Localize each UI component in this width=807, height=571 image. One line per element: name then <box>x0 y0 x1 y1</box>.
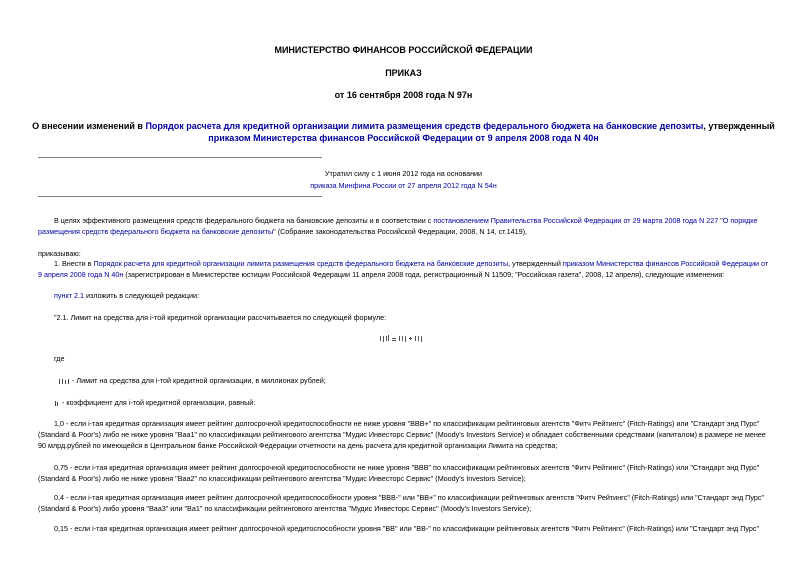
p1-procedure-link-a[interactable]: О порядке <box>722 216 758 225</box>
case-4-line1: 0,15 - если i-тая кредитная организация имеет рейтинг долгосрочной кредитоспособности уровня "BB" или "BB-" по классификации рейтинговых агентств "Фитч Рейтингс" (Fitch-Ratings) или "Стандарт энд Пурс" <box>54 524 760 533</box>
doc-title-line1 <box>0 121 807 131</box>
p2-order-link-b[interactable]: 9 апреля 2008 года N 40н <box>38 270 124 279</box>
paragraph-2-line1 <box>54 258 768 269</box>
where-word: где <box>54 354 65 363</box>
p3-clause-link[interactable]: пункт 2.1 <box>54 291 84 300</box>
separator-bottom <box>38 196 322 197</box>
p2-text-c: (зарегистрирован в Министерстве юстиции Российской Федерации 11 апреля 2008 года, регистрационный N 11509; "Российская газета", 2008, 12 апреля), следующие изменения: <box>123 270 725 279</box>
limit-definition: - Лимит на средства для i-той кредитной организации, в миллионах рублей; <box>72 376 326 385</box>
paragraph-1-line1 <box>54 215 757 226</box>
p2-order-link-a[interactable]: приказом Министерства финансов Российской Федерации от <box>562 259 769 268</box>
separator-top <box>38 157 322 158</box>
status-line2 <box>0 180 807 191</box>
p1-procedure-link-b[interactable]: размещения средств федерального бюджета на банковские депозиты <box>38 227 274 236</box>
limit-symbol-image <box>58 377 72 385</box>
doc-title-line2 <box>0 133 807 143</box>
ministry-heading: МИНИСТЕРСТВО ФИНАНСОВ РОССИЙСКОЙ ФЕДЕРАЦИИ <box>274 45 533 55</box>
p1-resolution-link[interactable]: постановлением Правительства Российской Федерации от 29 марта 2008 года N 227 <box>433 216 719 225</box>
status-text: Утратил силу с 1 июня 2012 года на основании <box>324 169 483 178</box>
p1-text-a: В целях эффективного размещения средств федерального бюджета на банковские депозиты и в соответствии с <box>54 216 434 225</box>
paragraph-2-line2 <box>38 269 724 280</box>
status-repeal-link[interactable]: приказа Минфина России от 27 апреля 2012 года N 54н <box>310 181 497 190</box>
p1-text-c: " (Собрание законодательства Российской Федерации, 2008, N 14, ст.1419), <box>273 227 528 236</box>
paragraph-1-line2 <box>38 226 527 237</box>
case-3-line2: (Standard & Poor's) либо уровня "Baa3" или "Ba1" по классификации рейтингового агентства "Мудис Инвесторс Сервис" (Moody's Investors Service); <box>38 504 532 513</box>
case-2-line2: (Standard & Poor's) либо не ниже уровня "Baa2" по классификации рейтингового агентства "Мудис Инвесторс Сервис" (Moody's Investors Service); <box>38 474 526 483</box>
formula-image <box>378 333 430 343</box>
title-prefix: О внесении изменений в <box>32 121 146 131</box>
coef-symbol-image <box>54 399 60 407</box>
case-3-line1: 0,4 - если i-тая кредитная организация имеет рейтинг долгосрочной кредитоспособности уровня "BBB-" или "BB+" по классификации рейтинговых агентств "Фитч Рейтингс" (Fitch-Ratings) или "Стандарт энд Пурс" <box>54 493 765 502</box>
p1-quote: " <box>718 216 723 225</box>
doc-type-heading: ПРИКАЗ <box>385 68 422 78</box>
title-procedure-link[interactable]: Порядок расчета для кредитной организации лимита размещения средств федерального бюджета на банковские депозиты <box>145 121 704 131</box>
case-2-line1: 0,75 - если i-тая кредитная организация имеет рейтинг долгосрочной кредитоспособности не ниже уровня "BBB" по классификации рейтинговых агентств "Фитч Рейтингс" (Fitch-Ratings) или "Стандарт энд Пурс" <box>54 463 760 472</box>
p2-procedure-link[interactable]: Порядок расчета для кредитной организации лимита размещения средств федерального бюджета на банковские депозиты <box>93 259 509 268</box>
doc-date-number: от 16 сентября 2008 года N 97н <box>334 90 473 100</box>
case-1-line2: (Standard & Poor's) либо не ниже уровня "Baa1" по классификации рейтингового агентства "Мудис Инвесторс Сервис" (Moody's Investors Service) и обладает собственными средствами (капиталом) в размере не менее <box>38 430 766 439</box>
order-word: приказываю: <box>38 249 81 258</box>
p2-text-b: , утвержденный <box>508 259 563 268</box>
coef-definition: - коэффициент для i-той кредитной организации, равный: <box>62 398 256 407</box>
case-1-line1: 1,0 - если i-тая кредитная организация имеет рейтинг долгосрочной кредитоспособности не ниже уровня "BBB+" по классификации рейтинговых агентств "Фитч Рейтингс" (Fitch-Ratings) или "Стандарт энд Пурс" <box>54 419 760 428</box>
paragraph-4: "2.1. Лимит на средства для i-той кредитной организации рассчитывается по следующей формуле: <box>54 313 387 322</box>
case-1-line3: 90 млрд.рублей по имеющейся в Центральном банке Российской Федерации отчетности на день расчета для кредитной организации Лимита на средства; <box>38 441 558 450</box>
p3-text: изложить в следующей редакции: <box>83 291 200 300</box>
p2-text-a: 1. Внести в <box>54 259 94 268</box>
paragraph-3 <box>54 290 199 301</box>
title-order-link[interactable]: приказом Министерства финансов Российской Федерации от 9 апреля 2008 года N 40н <box>208 133 599 143</box>
title-suffix: , утвержденный <box>703 121 775 131</box>
